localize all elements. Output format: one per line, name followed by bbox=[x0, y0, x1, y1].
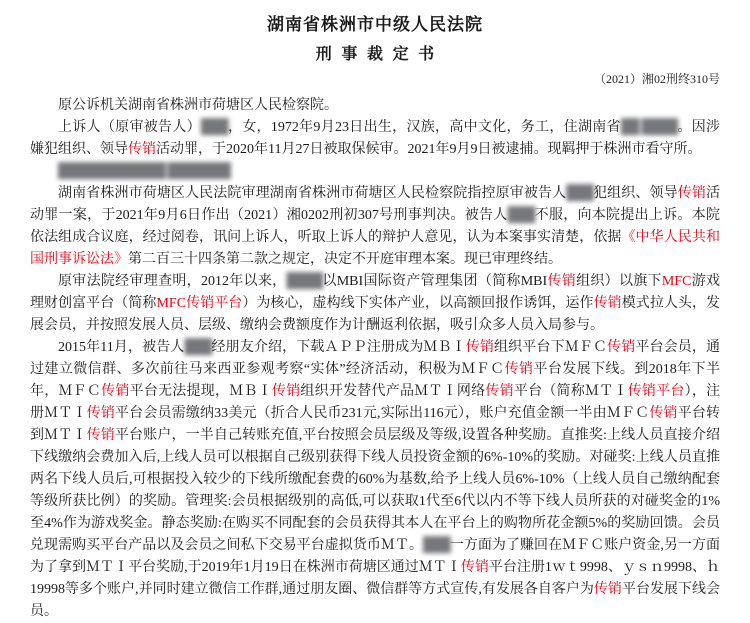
text-run: ），注册ＭＴＩ bbox=[30, 384, 721, 421]
text-run: 经朋友介绍，下载ＡＰＰ注册成为ＭＢＩ bbox=[211, 340, 466, 355]
text-run: 一方面为了赚回在ＭＦＣ账户资金,另一方面为了拿到ＭＴＩ平台奖励,于2019年1月19日在株洲市荷塘区通过ＭＴＩ bbox=[30, 538, 721, 575]
text-run: 。因涉嫌犯组织、领导 bbox=[30, 120, 721, 157]
redacted-text: ███ bbox=[184, 340, 212, 355]
highlighted-keyword: 传销平台 bbox=[627, 384, 685, 399]
text-run: 原公诉机关湖南省株洲市荷塘区人民检察院。 bbox=[58, 98, 338, 113]
highlighted-keyword: 《中华人民共和国刑事诉讼法》 bbox=[30, 230, 720, 267]
case-number: （2021）湘02刑终310号 bbox=[593, 72, 720, 86]
highlighted-keyword: MFC bbox=[661, 274, 692, 289]
highlighted-keyword: 传销 bbox=[86, 406, 116, 421]
text-run: 犯组织、领导 bbox=[592, 186, 678, 201]
text-run: 平台注册1ｗｔ9998、ｙｓｎ9998、ｈ19998等多个账户,并同时建立微信工作群,通过朋友圈、微信群等方式宣传,有发展各自客户为 bbox=[30, 560, 721, 597]
text-run: 上诉人（原审被告人） bbox=[58, 120, 201, 135]
highlighted-keyword: 传销 bbox=[547, 274, 577, 289]
text-run: 平台会员需缴纳33美元（折合人民币231元,实际出116元），账户充值金额一半由ＭＦＣ bbox=[115, 406, 650, 421]
text-run: 平台无法提现，ＭＢＩ bbox=[129, 384, 272, 399]
highlighted-keyword: 传销 bbox=[128, 142, 156, 157]
text-run: ）为核心，虚构线下实体产业，以高额回报作诱饵，运作 bbox=[242, 296, 594, 311]
text-run: 平台账户，一半自己转账充值,平台按照会员层级及等级,设置各种奖励。直推奖:上线人员直接介绍下线缴纳会费加入后,上线人员可以根据自己级别获得下线人员投资金额的6%-10%的奖励。对碰奖:上线人员直推两名下线人员后,可根据投入较少的下线所缴配套费的60%为基数,给予上线人员6%-10%（上线人员自己缴纳配套等级所获比例）的奖励。管理奖:会员根据级别的高低,可以获取1代至6代以内不等下线人员所获的对碰奖金的1%至4%作为游戏奖金。静态奖励:在购买不同配套的会员获得其本人在平台上的购物所花金额5%的奖励回馈。会员兑现需购买平台产品以及会员之间私下交易平台虚拟货币ＭＴ。 bbox=[30, 428, 721, 553]
text-run: 平台会员，通过建立微信群、多次前往马来西亚参观考察“实体”经济活动，积极为ＭＦＣ bbox=[30, 340, 721, 377]
redacted-text: ██ ████ bbox=[620, 120, 678, 135]
redacted-text: ████ bbox=[286, 274, 323, 289]
highlighted-keyword: 传销 bbox=[593, 582, 622, 597]
highlighted-keyword: 传销 bbox=[271, 384, 301, 399]
redacted-text: ███ bbox=[423, 538, 450, 553]
paragraph bbox=[30, 183, 720, 271]
paragraph bbox=[30, 95, 720, 117]
highlighted-keyword: 传销 bbox=[607, 340, 636, 355]
text-run: 模式拉人头，发展会员，并按照发展人员、层级、缴纳会费额度作为计酬返利依据，吸引众多人员入局参与。 bbox=[30, 296, 721, 333]
text-run: 游戏理财创富平台（简称 bbox=[30, 274, 721, 311]
text-run: 组织）以旗下 bbox=[576, 274, 662, 289]
text-run: 活动罪，于2020年11月27日被取保候审。2021年9月9日被逮捕。现羁押于株洲市看守所。 bbox=[156, 142, 702, 157]
highlighted-keyword: 传销 bbox=[593, 296, 622, 311]
text-run: 平台发展下线会员。 bbox=[30, 582, 721, 619]
highlighted-keyword: 传销 bbox=[504, 362, 534, 377]
text-run: 平台转到ＭＴＩ bbox=[30, 406, 721, 443]
text-run: 平台（简称ＭＴＩ bbox=[513, 384, 628, 399]
text-run: 2015年11月，被告人 bbox=[58, 340, 185, 355]
text-run: 以MBI国际资产管理集团（简称MBI bbox=[322, 274, 548, 289]
text-run: 第二百三十四条第二款之规定，决定不开庭审理本案。现已审理终结。 bbox=[128, 252, 562, 267]
highlighted-keyword: 传销 bbox=[101, 384, 130, 399]
highlighted-keyword: MFC传销平台 bbox=[156, 296, 243, 311]
redacted-text: ███ bbox=[566, 186, 593, 201]
text-run: 平台发展下线。到2018年下半年，ＭＦＣ bbox=[30, 362, 720, 399]
paragraph bbox=[30, 337, 720, 623]
highlighted-keyword: 传销 bbox=[649, 406, 678, 421]
highlighted-keyword: 传销 bbox=[465, 340, 495, 355]
redacted-text: ███ bbox=[200, 120, 228, 135]
text-run: 湖南省株洲市荷塘区人民法院审理湖南省株洲市荷塘区人民检察院指控原审被告人 bbox=[58, 186, 567, 201]
text-run: 组织开发替代产品ＭＴＩ网络 bbox=[300, 384, 486, 399]
highlighted-keyword: 传销 bbox=[460, 560, 489, 575]
text-run: ，女，1972年9月23日出生，汉族，高中文化，务工，住湖南省 bbox=[227, 120, 621, 135]
text-run: 原审法院经审理查明，2012年以来， bbox=[58, 274, 287, 289]
paragraph bbox=[30, 161, 720, 183]
paragraph bbox=[30, 117, 720, 161]
text-run: 活动罪一案，于2021年9月6日作出（2021）湘0202刑初307号刑事判决。被告人 bbox=[30, 186, 721, 223]
redacted-text: ████████████ ███████ bbox=[58, 164, 230, 179]
document-body bbox=[30, 95, 720, 623]
paragraph bbox=[30, 271, 720, 337]
highlighted-keyword: 传销 bbox=[485, 384, 514, 399]
redacted-text: ███ bbox=[507, 208, 535, 223]
highlighted-keyword: 传销 bbox=[86, 428, 115, 443]
text-run: 不服，向本院提出上诉。本院依法组成合议庭，经过阅卷，讯问上诉人，听取上诉人的辩护人意见，认为本案事实清楚，依据 bbox=[30, 208, 721, 245]
highlighted-keyword: 传销 bbox=[677, 186, 707, 201]
document-title: 刑事裁定书 bbox=[315, 46, 444, 63]
text-run: 组织平台下ＭＦＣ bbox=[494, 340, 608, 355]
court-name: 湖南省株洲市中级人民法院 bbox=[267, 15, 483, 34]
